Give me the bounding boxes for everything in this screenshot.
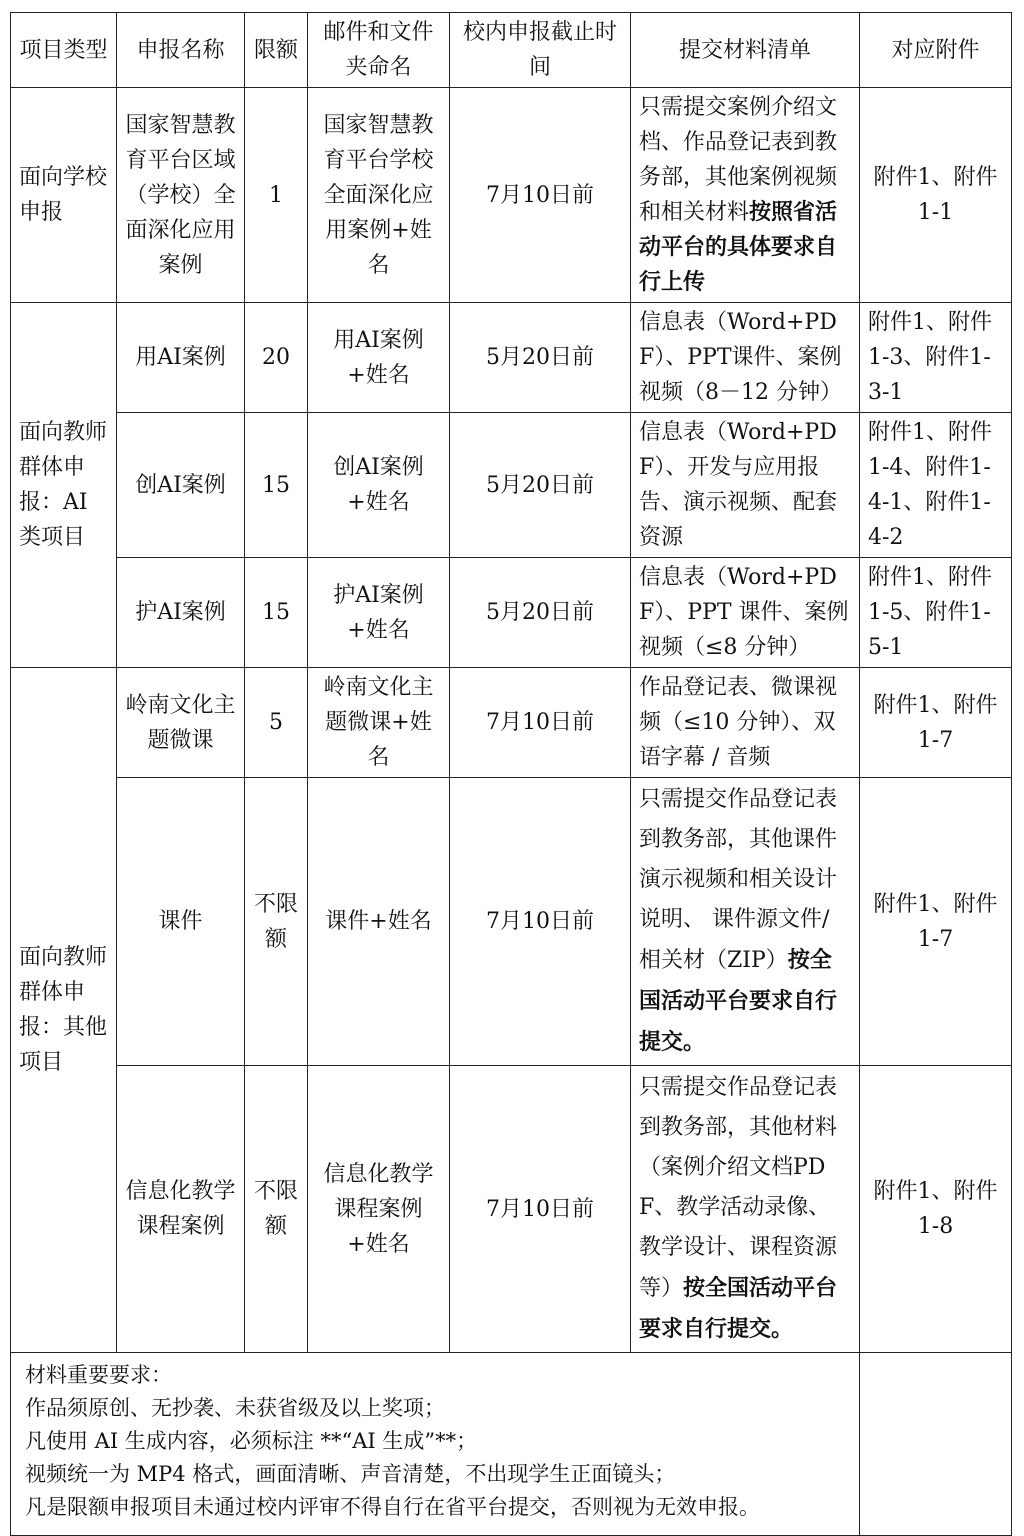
row-name: 用AI案例: [117, 303, 245, 413]
row-naming: 创AI案例+姓名: [308, 413, 450, 558]
materials-text: 信息表（Word+PDF）、开发与应用报告、演示视频、配套资源: [639, 420, 838, 550]
row-attachment: 附件1、附件1-7: [860, 778, 1012, 1066]
header-row: [11, 13, 1012, 88]
header-quota: 限额: [245, 13, 308, 88]
row-attachment: 附件1、附件1-4、附件1-4-1、附件1-4-2: [860, 413, 1012, 558]
row-attachment: 附件1、附件1-1: [860, 88, 1012, 303]
notes-empty-cell: [860, 1353, 1012, 1536]
row-quota: 20: [245, 303, 308, 413]
materials-text: 只需提交作品登记表到教务部，其他课件演示视频和相关设计说明、 课件源文件/ 相关材（ZIP）: [639, 787, 838, 973]
row-attachment: 附件1、附件1-7: [860, 668, 1012, 778]
notes-title: 材料重要要求：: [25, 1363, 172, 1387]
row-deadline: 5月20日前: [450, 413, 631, 558]
row-materials: [631, 1066, 860, 1353]
row-deadline: 7月10日前: [450, 668, 631, 778]
materials-text: 信息表（Word+PDF）、PPT课件、案例视频（8－12 分钟）: [639, 310, 842, 405]
row-materials: [631, 668, 860, 778]
row-materials: [631, 778, 860, 1066]
group-school: 面向学校申报: [11, 88, 117, 303]
notes-row: [11, 1353, 1012, 1536]
row-name: 岭南文化主题微课: [117, 668, 245, 778]
materials-text: 只需提交作品登记表到教务部，其他材料（案例介绍文档PDF、教学活动录像、教学设计、课程资源等）: [639, 1075, 838, 1301]
row-quota: 1: [245, 88, 308, 303]
header-deadline: 校内申报截止时间: [450, 13, 631, 88]
note-line: 凡是限额申报项目未通过校内评审不得自行在省平台提交，否则视为无效申报。: [25, 1495, 760, 1519]
row-deadline: 5月20日前: [450, 303, 631, 413]
row-materials: [631, 88, 860, 303]
row-naming: 信息化教学课程案例+姓名: [308, 1066, 450, 1353]
materials-emphasis: 按全国活动平台要求自行提交。: [639, 1275, 838, 1342]
table-row: [11, 1066, 1012, 1353]
group-other: 面向教师群体申报：其他项目: [11, 668, 117, 1353]
submission-table: [10, 12, 1012, 1536]
row-attachment: 附件1、附件1-3、附件1-3-1: [860, 303, 1012, 413]
row-naming: 用AI案例+姓名: [308, 303, 450, 413]
group-ai: 面向教师群体申报：AI类项目: [11, 303, 117, 668]
materials-emphasis: 按照省活动平台的具体要求自行上传: [639, 199, 838, 295]
row-naming: 国家智慧教育平台学校全面深化应用案例+姓名: [308, 88, 450, 303]
row-quota: 15: [245, 558, 308, 668]
row-quota: 15: [245, 413, 308, 558]
header-attachment: 对应附件: [860, 13, 1012, 88]
row-name: 护AI案例: [117, 558, 245, 668]
row-deadline: 7月10日前: [450, 88, 631, 303]
header-naming: 邮件和文件夹命名: [308, 13, 450, 88]
table-row: [11, 413, 1012, 558]
materials-text: 作品登记表、微课视频（≤10 分钟）、双语字幕 / 音频: [639, 675, 838, 770]
note-line: 视频统一为 MP4 格式，画面清晰、声音清楚，不出现学生正面镜头；: [25, 1462, 676, 1486]
row-deadline: 7月10日前: [450, 1066, 631, 1353]
table-row: [11, 303, 1012, 413]
header-type: 项目类型: [11, 13, 117, 88]
row-name: 创AI案例: [117, 413, 245, 558]
row-name: 课件: [117, 778, 245, 1066]
row-quota: 不限额: [245, 778, 308, 1066]
row-deadline: 5月20日前: [450, 558, 631, 668]
header-materials: 提交材料清单: [631, 13, 860, 88]
header-name: 申报名称: [117, 13, 245, 88]
row-materials: [631, 413, 860, 558]
materials-text: 只需提交案例介绍文档、作品登记表到教务部，其他案例视频和相关材料: [639, 95, 838, 225]
row-name: 信息化教学课程案例: [117, 1066, 245, 1353]
row-naming: 课件+姓名: [308, 778, 450, 1066]
row-attachment: 附件1、附件1-5、附件1-5-1: [860, 558, 1012, 668]
table-row: [11, 778, 1012, 1066]
note-line: 凡使用 AI 生成内容，必须标注 **“AI 生成”**；: [25, 1429, 478, 1453]
materials-emphasis: 按全国活动平台要求自行提交。: [639, 947, 838, 1055]
row-name: 国家智慧教育平台区域（学校）全面深化应用案例: [117, 88, 245, 303]
table-row: [11, 88, 1012, 303]
table-row: [11, 668, 1012, 778]
row-naming: 岭南文化主题微课+姓名: [308, 668, 450, 778]
row-attachment: 附件1、附件1-8: [860, 1066, 1012, 1353]
notes-cell: [11, 1353, 860, 1536]
row-deadline: 7月10日前: [450, 778, 631, 1066]
row-naming: 护AI案例+姓名: [308, 558, 450, 668]
row-quota: 5: [245, 668, 308, 778]
row-materials: [631, 303, 860, 413]
note-line: 作品须原创、无抄袭、未获省级及以上奖项；: [25, 1396, 445, 1420]
row-materials: [631, 558, 860, 668]
table-row: [11, 558, 1012, 668]
row-quota: 不限额: [245, 1066, 308, 1353]
materials-text: 信息表（Word+PDF）、PPT 课件、案例视频（≤8 分钟）: [639, 565, 849, 660]
